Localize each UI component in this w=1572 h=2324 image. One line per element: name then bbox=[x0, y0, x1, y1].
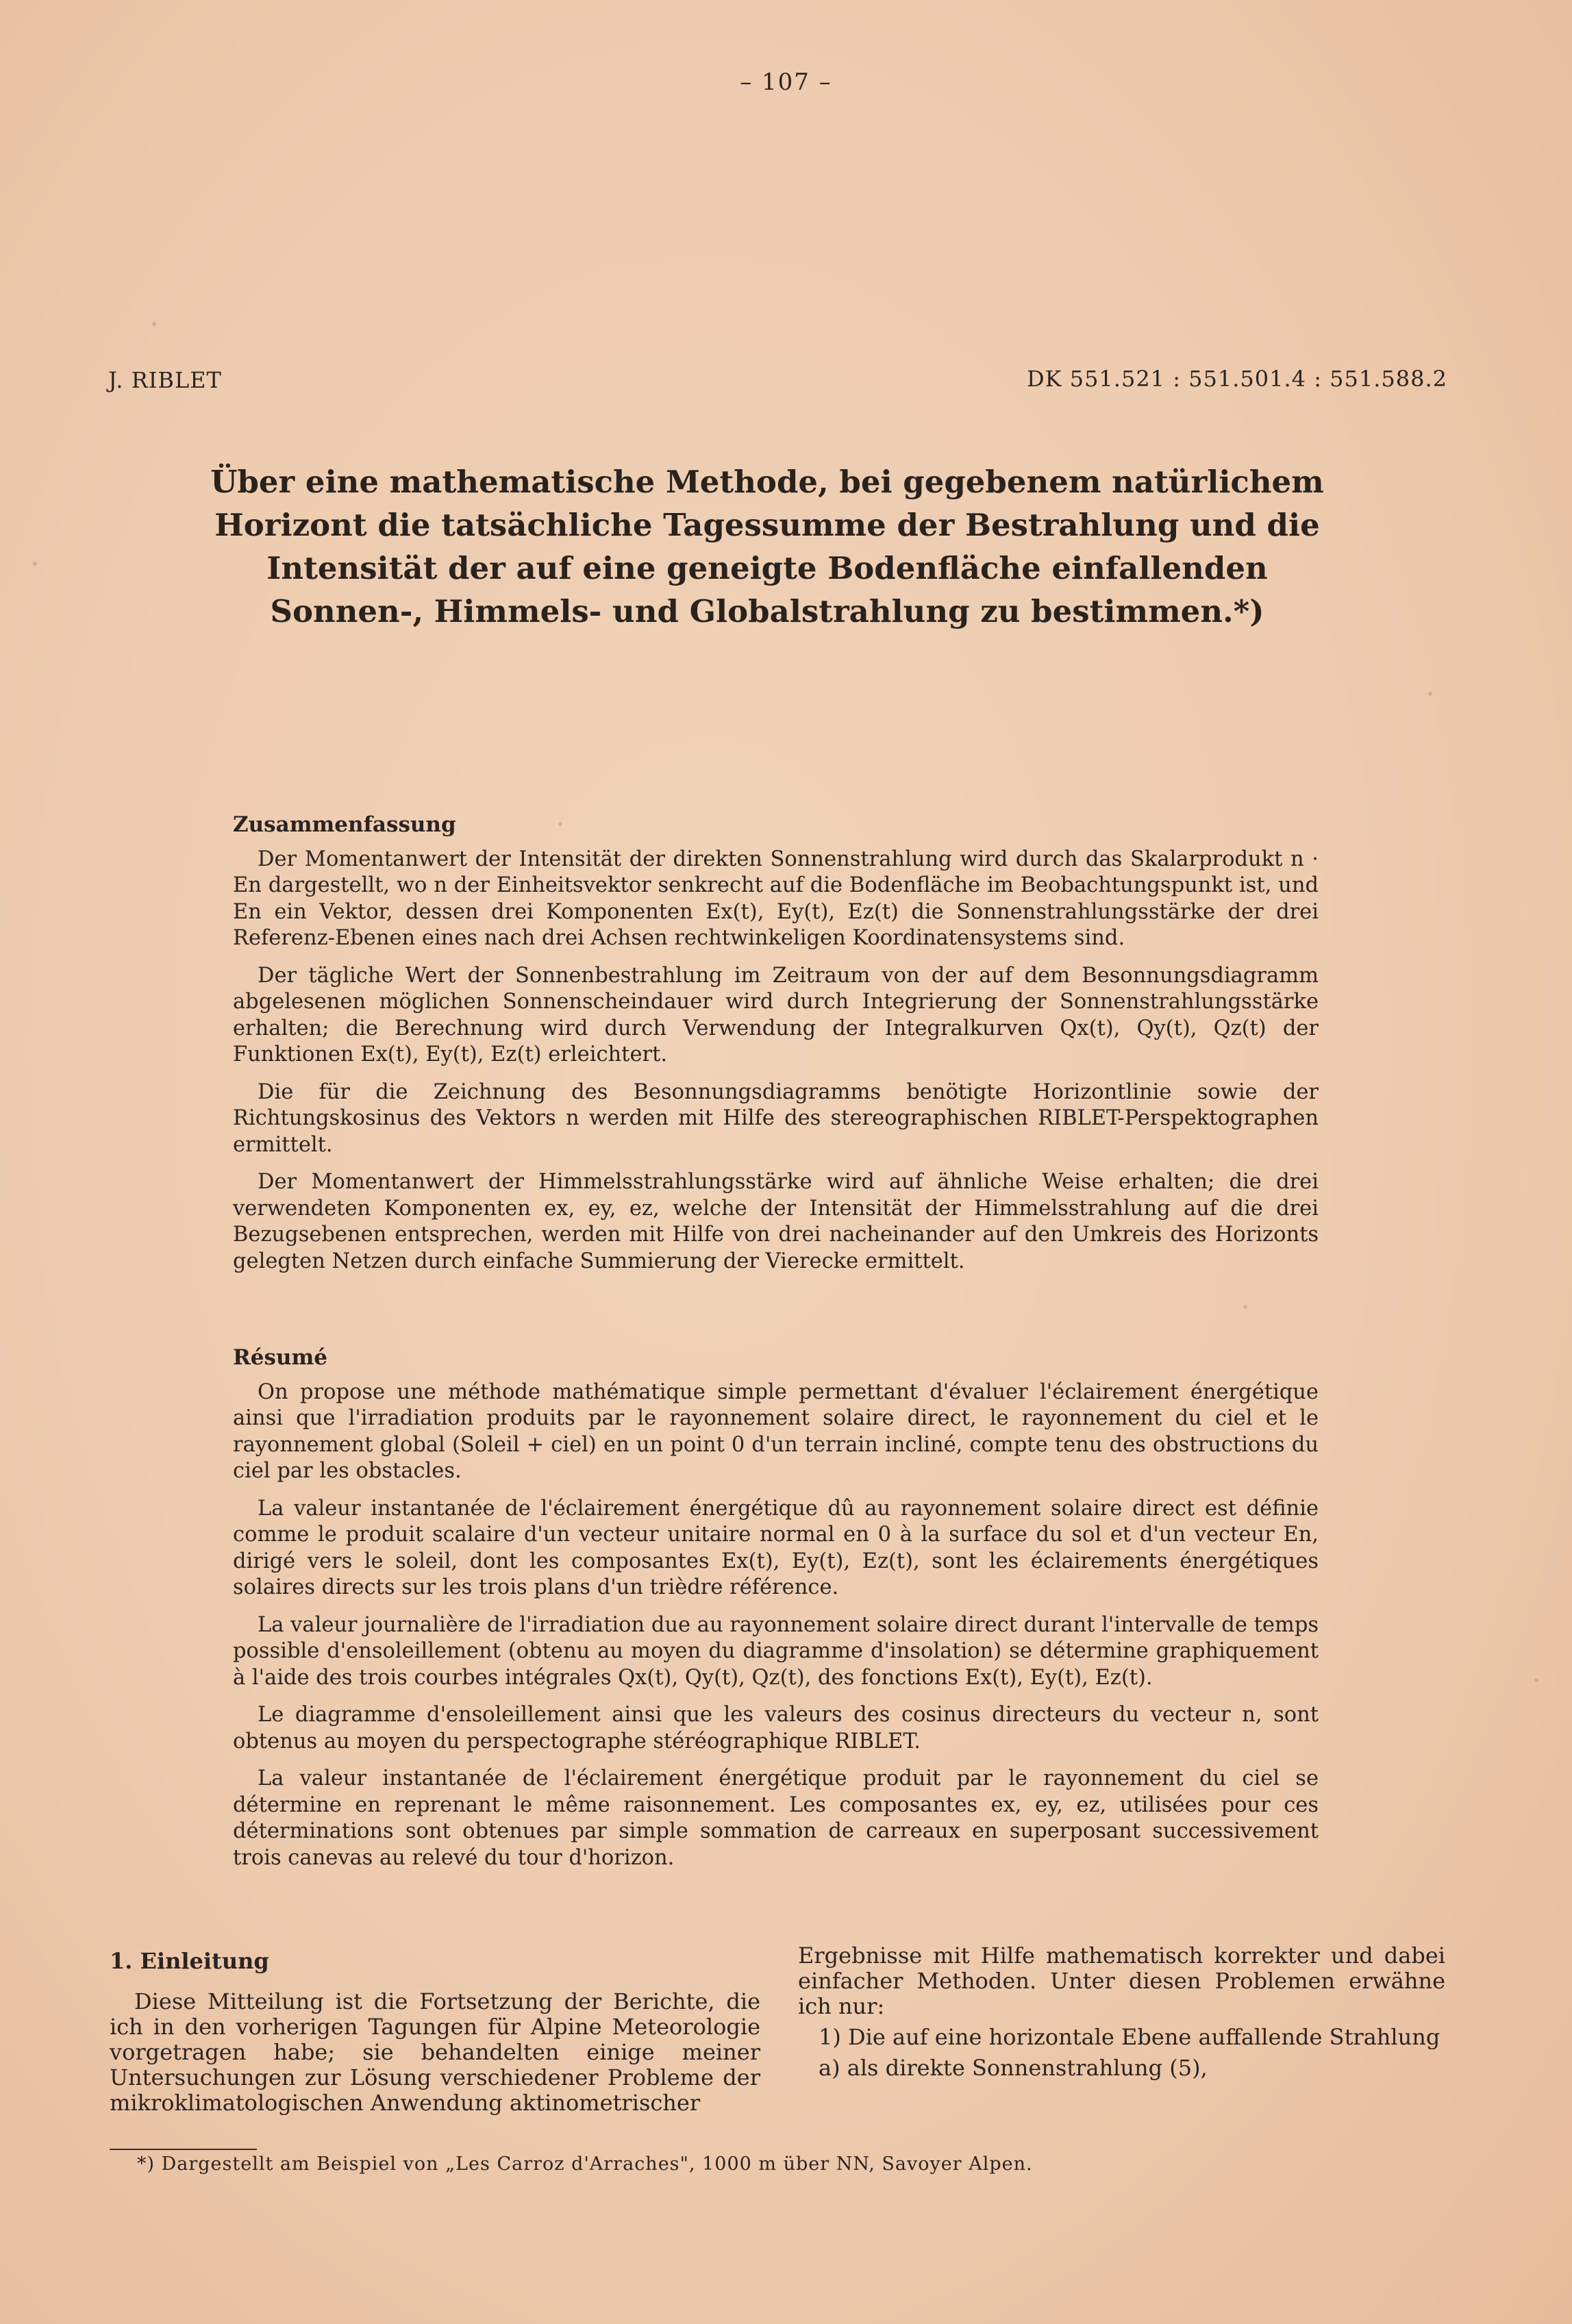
title-line: Horizont die tatsächliche Tagessumme der Bestrahlung und die bbox=[214, 507, 1320, 543]
summary-paragraph: Der Momentanwert der Himmelsstrahlungsstärke wird auf ähnliche Weise erhalten; die drei verwendeten Komponenten ex, ey, ez, welche der Intensität der Himmelsstrahlung auf die drei Bezugsebenen entsprechen, werden mit Hilfe von drei nacheinander auf den Umkreis des Horizonts gelegten Netzen durch einfache Summierung der Vierecke ermittelt. bbox=[233, 1170, 1319, 1273]
summary-heading: Zusammenfassung bbox=[233, 812, 456, 837]
footnote: *) Dargestellt am Beispiel von „Les Carroz d'Arraches", 1000 m über NN, Savoyer Alpen. bbox=[137, 2153, 1033, 2175]
introduction-left-column bbox=[110, 1949, 760, 2116]
summary-paragraph: Die für die Zeichnung des Besonnungsdiagramms benötigte Horizontlinie sowie der Richtungskosinus des Vektors n werden mit Hilfe des stereographischen RIBLET-Perspektographen ermittelt. bbox=[233, 1079, 1319, 1157]
resume-paragraph: La valeur instantanée de l'éclairement énergétique produit par le rayonnement du ciel se détermine en reprenant le même raisonnement. Les composantes ex, ey, ez, utilisées pour ces déterminations sont obtenues par simple sommation de carreaux en superposant successivement trois canevas au relevé du tour d'horizon. bbox=[233, 1766, 1319, 1870]
introduction-paragraph: Ergebnisse mit Hilfe mathematisch korrekter und dabei einfacher Methoden. Unter diesen Problemen erwähne ich nur: bbox=[798, 1942, 1445, 2019]
summary-section bbox=[233, 812, 1319, 1286]
summary-paragraph: Der Momentanwert der Intensität der direkten Sonnenstrahlung wird durch das Skalarprodukt n · En dargestellt, wo n der Einheitsvektor senkrecht auf die Bodenfläche im Beobachtungspunkt ist, und En ein Vektor, dessen drei Komponenten Ex(t), Ey(t), Ez(t) die Sonnenstrahlungsstärke der drei Referenz-Ebenen eines nach drei Achsen rechtwinkeligen Koordinatensystems sind. bbox=[233, 847, 1319, 950]
resume-paragraph: Le diagramme d'ensoleillement ainsi que les valeurs des cosinus directeurs du vecteur n, sont obtenus au moyen du perspectographe stéréographique RIBLET. bbox=[233, 1703, 1319, 1753]
introduction-right-column bbox=[798, 1943, 1445, 2086]
introduction-paragraph: Diese Mitteilung ist die Fortsetzung der Berichte, die ich in den vorherigen Tagungen für Alpine Meteorologie vorgetragen habe; sie behandelten einige meiner Untersuchungen zur Lösung verschiedener Probleme der mikroklimatologischen Anwendung aktinometrischer bbox=[110, 1988, 760, 2116]
introduction-list-item: a) als direkte Sonnenstrahlung (5), bbox=[819, 2055, 1208, 2081]
title-line: Über eine mathematische Methode, bei gegebenem natürlichem bbox=[210, 464, 1324, 500]
resume-paragraph: La valeur instantanée de l'éclairement énergétique dû au rayonnement solaire direct est définie comme le produit scalaire d'un vecteur unitaire normal en 0 à la surface du sol et d'un vecteur En, dirigé vers le soleil, dont les composantes Ex(t), Ey(t), Ez(t), sont les éclairements énergétiques solaires directs sur les trois plans d'un trièdre référence. bbox=[233, 1496, 1319, 1599]
author: J. RIBLET bbox=[108, 367, 222, 393]
resume-heading: Résumé bbox=[233, 1345, 328, 1370]
page-number: – 107 – bbox=[740, 68, 832, 96]
paper-title bbox=[205, 460, 1329, 633]
resume-section bbox=[233, 1345, 1319, 1882]
introduction-list-item: 1) Die auf eine horizontale Ebene auffallende Strahlung bbox=[819, 2024, 1440, 2050]
resume-paragraph: On propose une méthode mathématique simple permettant d'évaluer l'éclairement énergétique ainsi que l'irradiation produits par le rayonnement solaire direct, le rayonnement du ciel et le rayonnement global (Soleil + ciel) en un point 0 d'un terrain incliné, compte tenu des obstructions du ciel par les obstacles. bbox=[233, 1379, 1319, 1483]
footnote-divider bbox=[110, 2149, 257, 2150]
resume-paragraph: La valeur journalière de l'irradiation due au rayonnement solaire direct durant l'intervalle de temps possible d'ensoleillement (obtenu au moyen du diagramme d'insolation) se détermine graphiquement à l'aide des trois courbes intégrales Qx(t), Qy(t), Qz(t), des fonctions Ex(t), Ey(t), Ez(t). bbox=[233, 1612, 1319, 1690]
summary-paragraph: Der tägliche Wert der Sonnenbestrahlung im Zeitraum von der auf dem Besonnungsdiagramm abgelesenen möglichen Sonnenscheindauer wird durch Integrierung der Sonnenstrahlungsstärke erhalten; die Berechnung wird durch Verwendung der Integralkurven Qx(t), Qy(t), Qz(t) der Funktionen Ex(t), Ey(t), Ez(t) erleichtert. bbox=[233, 963, 1319, 1066]
title-line: Intensität der auf eine geneigte Bodenfläche einfallenden bbox=[266, 550, 1268, 586]
introduction-heading: 1. Einleitung bbox=[110, 1948, 269, 1974]
dk-classification: DK 551.521 : 551.501.4 : 551.588.2 bbox=[1026, 366, 1447, 392]
title-line: Sonnen-, Himmels- und Globalstrahlung zu bestimmen.*) bbox=[270, 593, 1264, 629]
